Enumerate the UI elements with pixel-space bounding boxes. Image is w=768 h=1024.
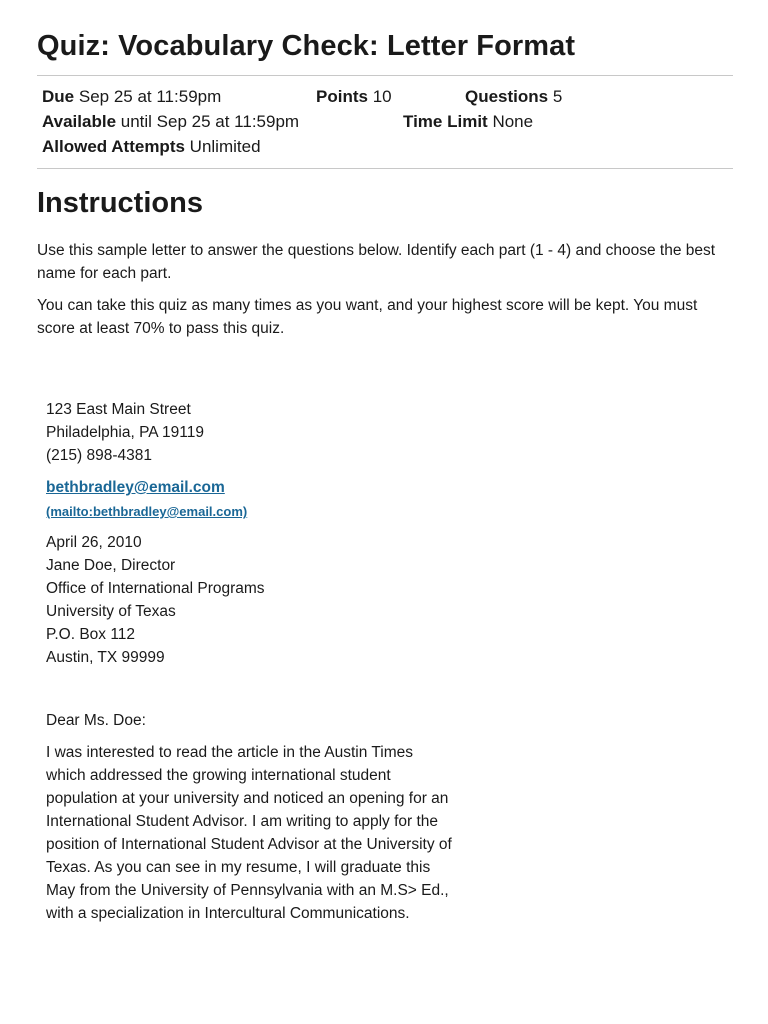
- questions-value: 5: [552, 87, 563, 106]
- body-line: which addressed the growing international student: [46, 767, 391, 784]
- body-line: population at your university and noticed an opening for an: [46, 790, 449, 807]
- address-line: University of Texas: [46, 603, 176, 620]
- questions-detail: [465, 87, 562, 107]
- body-line: May from the University of Pennsylvania with an M.S> Ed.,: [46, 882, 449, 899]
- attempts-detail: [42, 137, 261, 157]
- header-divider: [37, 75, 733, 76]
- address-line: Philadelphia, PA 19119: [46, 424, 204, 441]
- body-line: International Student Advisor. I am writing to apply for the: [46, 813, 439, 830]
- time-limit-value: None: [492, 112, 534, 131]
- address-line: P.O. Box 112: [46, 626, 136, 643]
- mailto-link[interactable]: (mailto:bethbradley@email.com): [46, 504, 248, 519]
- salutation: [46, 709, 146, 732]
- details-divider: [37, 168, 733, 169]
- due-detail: [42, 87, 221, 107]
- date-line: April 26, 2010: [46, 534, 142, 551]
- quiz-title: Quiz: Vocabulary Check: Letter Format: [37, 30, 576, 62]
- points-detail: [316, 87, 392, 107]
- salutation-text: Dear Ms. Doe:: [46, 712, 146, 729]
- body-line: with a specialization in Intercultural Communications.: [46, 905, 410, 922]
- address-line: Office of International Programs: [46, 580, 265, 597]
- sender-address: [46, 398, 204, 467]
- instructions-paragraph: Use this sample letter to answer the questions below. Identify each part (1 - 4) and choose the best name for each part.: [37, 242, 716, 282]
- sender-mailto: [46, 500, 247, 523]
- points-label: Points: [316, 87, 368, 106]
- sender-email: [46, 476, 225, 499]
- attempts-label: Allowed Attempts: [42, 137, 185, 156]
- email-link[interactable]: bethbradley@email.com: [46, 479, 225, 496]
- body-line: Texas. As you can see in my resume, I will graduate this: [46, 859, 431, 876]
- inside-address: [46, 531, 265, 669]
- questions-label: Questions: [465, 87, 549, 106]
- time-limit-label: Time Limit: [403, 112, 488, 131]
- due-value: Sep 25 at 11:59pm: [78, 87, 222, 106]
- address-line: Austin, TX 99999: [46, 649, 165, 666]
- instructions-paragraph: You can take this quiz as many times as you want, and your highest score will be kept. You must score at least 70% to pass this quiz.: [37, 297, 698, 337]
- instructions-heading: Instructions: [37, 187, 203, 219]
- address-line: 123 East Main Street: [46, 401, 191, 418]
- available-label: Available: [42, 112, 117, 131]
- points-value: 10: [372, 87, 392, 106]
- address-line: Jane Doe, Director: [46, 557, 176, 574]
- available-detail: [42, 112, 299, 132]
- time-limit-detail: [403, 112, 533, 132]
- available-value: until Sep 25 at 11:59pm: [120, 112, 300, 131]
- body-line: position of International Student Advisor at the University of: [46, 836, 452, 853]
- body-line: I was interested to read the article in the Austin Times: [46, 744, 414, 761]
- letter-body: [46, 741, 546, 925]
- address-line: (215) 898-4381: [46, 447, 152, 464]
- due-label: Due: [42, 87, 75, 106]
- attempts-value: Unlimited: [189, 137, 261, 156]
